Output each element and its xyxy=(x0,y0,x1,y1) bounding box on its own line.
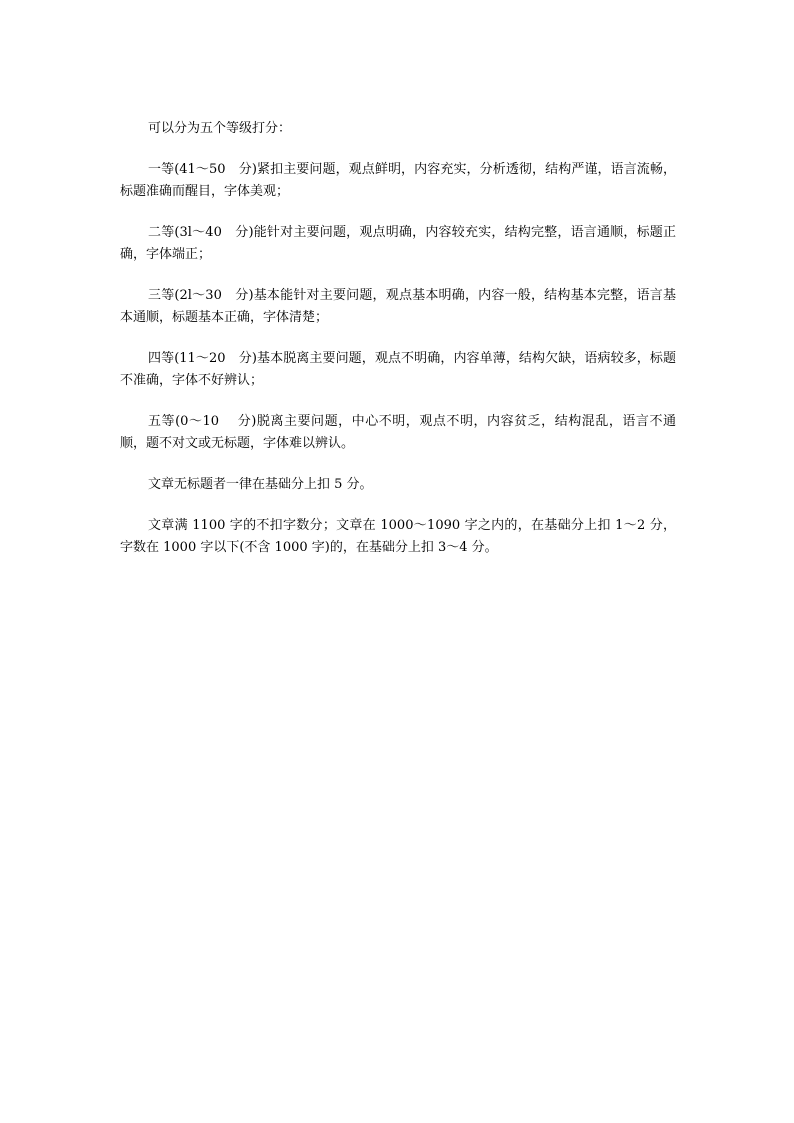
grade-level-1: 一等(41～50 分)紧扣主要问题，观点鲜明，内容充实，分析透彻，结构严谨，语言流畅，标题准确而醒目，字体美观； xyxy=(120,162,676,199)
document-page xyxy=(120,118,676,578)
grade-level-4: 四等(11～20 分)基本脱离主要问题，观点不明确，内容单薄，结构欠缺，语病较多，标题不准确，字体不好辨认； xyxy=(120,351,676,388)
grade-level-5: 五等(0～10 分)脱离主要问题，中心不明，观点不明，内容贫乏，结构混乱，语言不通顺，题不对文或无标题，字体难以辨认。 xyxy=(120,414,676,451)
grade-level-3: 三等(2l～30 分)基本能针对主要问题，观点基本明确，内容一般，结构基本完整，语言基本通顺，标题基本正确，字体清楚； xyxy=(120,288,676,325)
no-title-penalty: 文章无标题者一律在基础分上扣 5 分。 xyxy=(148,477,373,492)
grading-intro: 可以分为五个等级打分： xyxy=(148,121,292,136)
word-count-penalty: 文章满 1100 字的不扣字数分；文章在 1000～1090 字之内的，在基础分上扣 1～2 分，字数在 1000 字以下(不含 1000 字)的，在基础分上扣 3～4 分。 xyxy=(120,518,676,555)
grade-level-2: 二等(3l～40 分)能针对主要问题，观点明确，内容较充实，结构完整，语言通顺，标题正确，字体端正； xyxy=(120,225,676,262)
